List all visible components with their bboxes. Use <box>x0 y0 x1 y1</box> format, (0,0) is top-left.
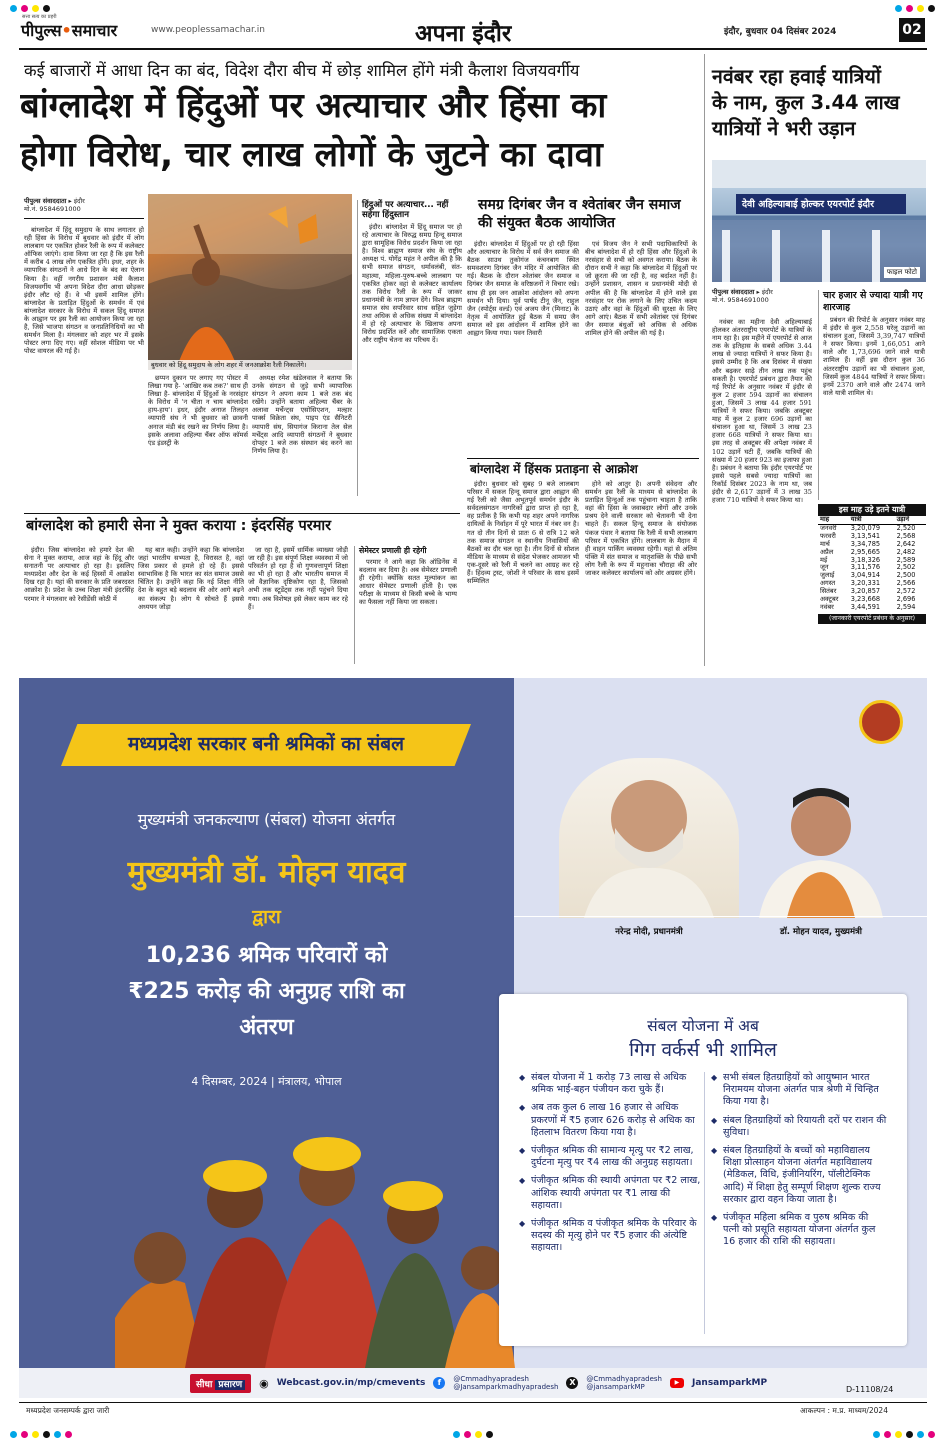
monthly-table-body <box>818 524 926 611</box>
semester-body: परमार ने आगे कहा कि ऑडिनेंस में बदलाव कर दिया है। अब सेमेस्टर प्रणाली ही रहेगी। क्योंकि सतत मूल्यांकन का आधार सेमेस्टर प्रणाली होती है। एक परीक्षा के माध्यम से किसी बच्चे के भाग्य का फैसला नहीं किया जा सकता। <box>359 558 457 607</box>
table-cell: जुलाई <box>820 571 835 580</box>
table-cell: जनवरी <box>820 523 837 532</box>
ad-message-line3: अंतरण <box>239 1015 294 1040</box>
semester-box <box>354 546 458 664</box>
table-cell: 3,20,857 <box>850 587 881 596</box>
table-cell: 3,23,668 <box>850 595 881 604</box>
table-cell: 3,18,326 <box>850 555 881 564</box>
table-row <box>818 604 926 612</box>
table-cell: 2,566 <box>896 579 916 588</box>
list-item: ◆ संबल योजना में 1 करोड़ 73 लाख से अधिक श्रमिक भाई-बहन पंजीयन करा चुके हैं। <box>519 1072 703 1096</box>
ad-scheme-line: मुख्यमंत्री जनकल्याण (संबल) योजना अंतर्गत <box>137 810 396 829</box>
table-cell: 2,500 <box>896 571 916 580</box>
rally-photo-art <box>148 194 352 370</box>
globe-icon: ◉ <box>259 1376 269 1390</box>
registration-marks-bottom <box>0 1428 945 1436</box>
gig-box-title-line2: गिग वर्कर्स भी शामिल <box>629 1039 777 1061</box>
webcast-link[interactable]: Webcast.gov.in/mp/cmevents <box>276 1378 426 1388</box>
issue-date: इंदौर, बुधवार 04 दिसंबर 2024 <box>724 27 837 37</box>
table-cell: 2,520 <box>896 523 916 532</box>
workers-illustration <box>115 1108 515 1368</box>
table-cell: अक्टूबर <box>820 595 839 604</box>
table-cell: 2,642 <box>896 539 916 548</box>
cm-caption: डॉ. मोहन यादव, मुख्यमंत्री <box>780 927 862 937</box>
pm-portrait <box>559 758 739 918</box>
jain-column-1: इंदौर। बांग्लादेश में हिंदुओं पर हो रही हिंसा और अत्याचार के विरोध में सर्व जैन समाज की बैठक साउथ तुकोगंज कंचनबाग स्थित समवशरण दिगंबर जैन मंदिर में आयोजित की गई। बैठक के दौरान श्वेतांबर जैन समाज व दिगंबर जैन समाज के वरिष्ठजनों ने विचार रखे। साथ ही इस जन आक्रोश आंदोलन को अपना समर्थन भी दिया। पूर्व पार्षद टीनू जैन, राहुल जैन (स्पोर्ट्स वर्ल्ड) एवं अजय जैन (मिनाट) के नेतृत्व में आयोजित हुई बैठक में समग्र जैन समाज को इस आंदोलन में शामिल होने का आह्वान किया गया। पवन तिवारी <box>467 240 579 338</box>
sharjah-box <box>818 290 926 500</box>
page-number: 02 <box>899 18 925 42</box>
brand-tagline: सत्ता सत्य का प्रहरी <box>22 14 57 20</box>
pm-portrait-art <box>559 758 739 918</box>
air-column-rule <box>704 54 705 666</box>
lead-headline-line1: बांग्लादेश में हिंदुओं पर अत्याचार और हिंसा का <box>20 86 607 126</box>
masthead-rule <box>19 48 927 50</box>
ad-date-place: 4 दिसम्बर, 2024 | मंत्रालय, भोपाल <box>191 1075 342 1088</box>
list-item: ◆ संबल हितग्राहियों के बच्चों को महाविद्यालय शिक्षा प्रोत्साहन योजना अंतर्गत महाविद्यालय (मेडिकल, विधि, इंजीनियरिंग, पॉलीटेक्निक आदि) में शिक्षा हेतु सम्पूर्ण शिक्षण शुल्क राज्य सरकार द्वारा वहन किया जाता है। <box>711 1145 887 1206</box>
jain-column-3: इंदौर। बुधवार को सुबह 9 बजे लालबाग परिसर में सकल हिन्दू समाज द्वारा आह्वान की गई रैली को जैसा अभूतपूर्व समर्थन इंदौर के सर्वदलसंगठन नागरिकों द्वारा प्राप्त हो रहा है, वह प्रतीक है कि कभी यह शहर अपने नागरिक दायित्वों के निर्वाहन में पूरे भारत में नंबर वन है। गत दो तीन दिनों से प्रातः 6 से रात्रि 12 बजे तक समाज संगठन व स्थानीय निवासियों की बैठकों का दौर चल रहा है। तीन दिनों से सोशल मीडिया के माध्यम से संदेश भेजकर आमजन भी एक-दूसरे को रैली में चलने का आग्रह कर रहे हैं। हिंदव्य ट्रस्ट, जोशी ने परिवार के साथ इसमें सम्मिलित <box>467 480 579 586</box>
table-header-cell: माह <box>818 516 849 524</box>
table-cell: सितंबर <box>820 587 837 596</box>
rally-photo-caption: बुधवार को हिंदू समुदाय के लोग शहर में जनआक्रोश रैली निकालेंगे। <box>148 360 352 370</box>
list-item: ◆ पंजीकृत श्रमिक व पंजीकृत श्रमिक के परिवार के सदस्य की मृत्यु होने पर ₹5 हजार की अंत्येष्टि सहायता। <box>519 1218 703 1255</box>
monthly-table-title: इस माह उड़े इतने यात्री <box>818 504 926 516</box>
list-item: ◆ सभी संबल हितग्राहियों को आयुष्मान भारत निरामयम योजना अंतर्गत पात्र श्रेणी में चिन्हित किया गया है। <box>711 1072 887 1109</box>
ad-main-message <box>19 938 514 1046</box>
table-cell: 3,44,591 <box>850 602 881 611</box>
sharjah-body: प्रबंधन की रिपोर्ट के अनुसार नवंबर माह में इंदौर से कुल 2,558 घरेलू उड़ानों का संचालन हुआ, जिसमें 3,39,747 यात्रियों ने सफर किया। इनमें 1,66,051 आने वाले और 1,73,696 जाने वाले यात्री शामिल हैं। वहीं इस दौरान कुल 36 अंतरराष्ट्रीय उड़ानों का भी संचालन हुआ, जिसमें कुल 4844 यात्रियों ने सफर किया। इनमें 2370 आने वाले और 2474 जाने वाले यात्री शामिल थे। <box>823 316 925 397</box>
live-broadcast-badge: सीधा प्रसारण <box>190 1374 251 1393</box>
table-cell: मार्च <box>820 539 830 548</box>
ad-by: द्वारा <box>252 906 281 928</box>
facebook-handles <box>453 1375 558 1391</box>
list-item: ◆ संबल हितग्राहियों को रियायती दरों पर राशन की सुविधा। <box>711 1115 887 1139</box>
semester-title: सेमेस्टर प्रणाली ही रहेगी <box>359 546 427 555</box>
section-title: अपना इंदौर <box>415 21 512 47</box>
monthly-table <box>818 516 926 612</box>
ad-footer-bar <box>190 1372 925 1394</box>
masthead <box>19 14 927 46</box>
table-cell: 3,20,079 <box>850 523 881 532</box>
table-cell: 3,20,331 <box>850 579 881 588</box>
design-credit: आकल्पन : म.प्र. माध्यम/2024 <box>800 1406 888 1415</box>
brand-logo: पीपुल्स•समाचार <box>21 21 118 40</box>
x-handle-1[interactable]: @Cmmadhyapradesh <box>586 1375 662 1383</box>
lead-column-2: छप्पन दुकान पर लगाए गए पोस्टर में लिखा गया है- 'आखिर कब तक?' साथ ही लिखा है- बांग्लादेश में हिंदुओं के नरसंहार के विरोध में 'न चीता न चाय बांग्लादेश हाय-हाय'। इधर, इंदौर अनाज तिलहन व्यापारी संघ ने भी बुधवार को छावनी अनाज मंडी बंद रखने का निर्णय लिया है। इसके अलावा अहिल्या चैंबर ऑफ कॉमर्स एंड इंडस्ट्री के <box>148 374 248 447</box>
table-cell: 2,568 <box>896 531 916 540</box>
air-headline-line3: यात्रियों ने भरी उड़ान <box>712 117 856 140</box>
air-headline-line1: नवंबर रहा हवाई यात्रियों <box>712 65 881 88</box>
jain-column-4: होने को आतुर है। अपनी संवेदना और समर्थन इस रैली के माध्यम से बांग्लादेश के प्रताड़ित हिन्दुओं तक पहुंचाना चाहता है ताकि वहां की हिंसा के जवाबदार लोगों और उनके प्रश्रय देने वाली सरकार को चेतावनी भी देना चाहते हैं। सकल हिन्दू समाज के संयोजक पंकज पंवार ने बताया कि रैली में सभी लालबाग परिसर में एकत्रित होंगे। लालबाग के मैदान में ही वाहन पार्किंग व्यवस्था रहेगी। यहां से अंतिम पंक्ति में संत समाज व मातृशक्ति के पीछे सभी लोग रैली के रूप में महूनाका चौराहा की ओर जाकर कलेक्टर कार्यालय को ओर अग्रसर होंगे। <box>585 480 697 578</box>
byline-rule <box>24 218 144 219</box>
airport-sign: देवी अहिल्याबाई होल्कर एयरपोर्ट इंदौर <box>742 199 874 210</box>
registration-marks-top <box>0 2 945 10</box>
army-column-3: जा रहा है, इसमें धार्मिक व्याख्या जोड़ी जा रही है। इस संपूर्ण शिक्षा व्यवस्था में जो परिवर्तन हो रहा है वो गुणवत्तापूर्ण शिक्षा का भी हो रहा है और भारतीय समाज में जो वैज्ञानिक दृष्टिकोण रहा है, जिसको अभी तक स्टूडेंट्स तक नहीं पहुंचने दिया गया। अब विशेषज्ञ इसे लेकर काम कर रहे हैं। <box>248 546 348 611</box>
table-header-cell: उड़ानें <box>895 516 926 524</box>
table-cell: 2,502 <box>896 563 916 572</box>
ad-message-line1: 10,236 श्रमिक परिवारों को <box>145 943 388 968</box>
army-top-rule <box>24 513 460 514</box>
table-cell: 2,482 <box>896 547 916 556</box>
table-cell: अगस्त <box>820 579 836 588</box>
army-column-2: यह बात कही। उन्होंने कहा कि बांग्लादेश जहां भारतीय सभ्यता है, विरासत है, वहां जिस प्रकार से हमले हो रहे हैं। इससे स्वाभाविक है कि भारत का संत समाज उससे चिंतित है। उन्होंने कहा कि नई शिक्षा नीति देश के बहुत बड़े बदलाव की ओर आगे बढ़ने का संकल्प है। लोग ये सोचते हैं इससे अध्ययन जोड़ा <box>138 546 244 611</box>
list-item: ◆ अब तक कुल 6 लाख 16 हजार से अधिक प्रकरणों में ₹5 हजार 626 करोड़ से अधिक का हितलाभ वितरण किया गया है। <box>519 1102 703 1139</box>
x-handle-2[interactable]: @jansamparkMP <box>586 1383 645 1391</box>
table-cell: 3,34,785 <box>850 539 881 548</box>
sidebar-hindu-title: हिंदुओं पर अत्याचार... नहीं सहेगा हिंदुस्तान <box>362 200 449 220</box>
sharjah-title: चार हजार से ज्यादा यात्री गए शारजाह <box>823 290 923 313</box>
mp-emblem-icon <box>859 700 903 744</box>
air-headline-line2: के नाम, कुल 3.44 लाख <box>712 91 900 114</box>
lead-kicker: कई बाजारों में आधा दिन का बंद, विदेश दौरा बीच में छोड़ शामिल होंगे मंत्री कैलाश विजयवर्गीय <box>24 61 580 80</box>
portrait-divider <box>514 916 927 917</box>
youtube-icon: ▶ <box>670 1378 684 1388</box>
bottom-rule <box>19 1402 927 1403</box>
table-cell: जून <box>820 563 829 572</box>
facebook-handle-1[interactable]: @Cmmadhyapradesh <box>453 1375 529 1383</box>
gig-workers-box <box>499 994 907 1346</box>
pm-caption: नरेन्द्र मोदी, प्रधानमंत्री <box>615 927 683 937</box>
jain-divider <box>467 458 699 459</box>
facebook-icon: f <box>433 1377 445 1389</box>
lead-headline-line2: होगा विरोध, चार लाख लोगों के जुटने का दावा <box>20 135 603 175</box>
sidebar-hindu <box>357 200 461 496</box>
air-byline: पीपुल्स संवाददाता ▸ इंदौर मो.नं. 9584691000 <box>712 288 773 304</box>
list-item: ◆ पंजीकृत श्रमिक की सामान्य मृत्यु पर ₹2 लाख, दुर्घटना मृत्यु पर ₹4 लाख की अनुग्रह सहायता। <box>519 1145 703 1169</box>
table-header-cell: यात्री <box>849 516 895 524</box>
cm-portrait-art <box>741 778 901 918</box>
gig-box-right-list <box>711 1072 887 1255</box>
lead-column-3: अध्यक्ष रमेश खंडेलवाल ने बताया कि उनके संगठन से जुड़े सभी व्यापारिक संगठन ने अपना काम 1 बजे तक बंद रखेंगे। उन्होंने बताया अहिल्या चैंबर के अलावा मर्चेन्ट्स एसोसिएशन, मल्हार पार्क्स विक्रेता संघ, पाइप एंड सैनिटरी व्यापारी संघ, सियागंज किराना तेल सेल मर्चेंट्स आदि व्यापारी संगठनों ने बुधवार दोपहर 1 बजे तक संस्थान बंद करने का निर्णय लिया है। <box>252 374 352 455</box>
airport-photo-art <box>712 160 926 282</box>
table-cell: 3,11,576 <box>850 563 881 572</box>
ad-message-line2: ₹225 करोड़ की अनुग्रह राशि का <box>128 979 405 1004</box>
youtube-handle[interactable]: JansamparkMP <box>691 1378 768 1388</box>
table-cell: 2,589 <box>896 555 916 564</box>
table-cell: 2,594 <box>896 602 916 611</box>
table-cell: अप्रैल <box>820 547 834 556</box>
government-advertisement <box>19 678 927 1368</box>
army-headline: बांग्लादेश को हमारी सेना ने मुक्त कराया : इंदरसिंह परमार <box>26 518 332 534</box>
table-cell: 3,13,541 <box>850 531 881 540</box>
jain-column-2: एवं विजय जैन ने सभी पदाधिकारियों के बीच बांग्लादेश में हो रही हिंसा और हिंदुओं के नरसंहार से सभी को अवगत कराया। बैठक के दौरान सभी ने कहा कि बांग्लादेश में हिंदुओं पर जो क्रूरता की जा रही है, वह बर्दाश्त नहीं है। उन्होंने प्रशासन, शासन व प्रधानमंत्री मोदी से अपील की है कि बांग्लादेश में होने वाले इस नरसंहार पर रोक लगाने के लिए उचित कदम उठाएं और वहां के हिंदुओं की सुरक्षा के लिए आगे आएं। बैठक में सभी श्वेतांबर एवं दिगंबर जैन समाज बंधुओं को अधिक से अधिक शामिल होने की अपील की गई है। <box>585 240 697 338</box>
x-icon: X <box>566 1377 578 1389</box>
table-cell: फरवरी <box>820 531 836 540</box>
jain-subheadline: बांग्लादेश में हिंसक प्रताड़ना से आक्रोश <box>470 462 638 476</box>
table-cell: नवंबर <box>820 602 834 611</box>
x-handles <box>586 1375 662 1391</box>
table-cell: 2,572 <box>896 587 916 596</box>
cm-portrait <box>741 778 901 918</box>
table-cell: 3,04,914 <box>850 571 881 580</box>
lead-column-1: बांग्लादेश में हिंदू समुदाय के साथ लगातार हो रही हिंसा के विरोध में बुधवार को इंदौर में लोग लालबाग पर एकत्रित होकर रैली के रूप में कलेक्टर ऑफिस जाएंगे। दावा किया जा रहा है कि इस रैली में करीब 4 लाख लोग एकत्रित होंगे। इधर, शहर के व्यापारिक संगठनों ने आधे दिन के बंद का ऐलान किया है। वहीं नगरीय प्रशासन मंत्री कैलाश विजयवर्गीय भी अपना विदेश दौरा आधा छोड़कर इंदौर लौट रहे हैं। वे भी इसमें शामिल होंगे। बांग्लादेश के प्रताड़ित हिंदुओं के समर्थन में एवं बांग्लादेश सरकार के विरोध में सकल हिंदू समाज के आह्वान पर इस रैली का आयोजन किया जा रहा है, जिसे भाजपा संगठन व जनप्रतिनिधियों का भी समर्थन मिला है। मंगलवार को शहर भर में इसके पोस्टर लगा दिए गए। वहीं सोशल मीडिया पर भी पोस्ट वायरल की गई है। <box>24 226 144 356</box>
list-item: ◆ पंजीकृत महिला श्रमिक व पुरुष श्रमिक की पत्नी को प्रसूति सहायता योजना अंतर्गत कुल 16 हजार की राशि की सहायता। <box>711 1212 887 1249</box>
ad-banner-text: मध्यप्रदेश सरकार बनी श्रमिकों का संबल <box>128 733 404 755</box>
lead-byline: पीपुल्स संवाददाता ▸ इंदौर मो.नं. 9584691000 <box>24 197 85 213</box>
facebook-handle-2[interactable]: @Jansamparkmadhyapradesh <box>453 1383 559 1391</box>
air-column-1: नवंबर का महीना देवी अहिल्याबाई होलकर अंतरराष्ट्रीय एयरपोर्ट के यात्रियों के नाम रहा है। इस महीने में एयरपोर्ट से आज तक के इतिहास के सबसे अधिक 3.44 लाख से ज्यादा यात्रियों ने सफर किया है। इससे उम्मीद है कि अब दिसंबर में संख्या और बढ़कर साढ़े तीन लाख तक पहुंच सकती है। एयरपोर्ट प्रबंधन द्वारा तैयार की गई रिपोर्ट के अनुसार नवंबर में इंदौर से कुल 2 हजार 594 उड़ानों का संचालन हुआ, जिसमें 3 लाख 44 हजार 591 यात्रियों ने सफर किया। जबकि अक्टूबर माह में कुल 2 हजार 696 उड़ानों का संचालन हुआ था, जिसमें 3 लाख 23 हजार 668 यात्रियों ने सफर किया था। इस तरह से अक्टूबर की अपेक्षा नवंबर में 102 उड़ानें घटी हैं, जबकि यात्रियों की संख्या में 20 हजार 923 का इजाफा हुआ है। प्रबंधन ने बताया कि इंदौर एयरपोर्ट पर इससे पहले सबसे ज्यादा यात्रियों का रिकॉर्ड दिसंबर 2023 के नाम था, जब इंदौर से 2,617 उड़ानों में 3 लाख 35 हजार 710 यात्रियों ने सफर किया था। <box>712 318 812 505</box>
file-photo-tag: फाइल फोटो <box>884 267 920 278</box>
army-column-1: इंदौर। जिस बांग्लादेश को हमारे देश की सेना ने मुक्त कराया, आज वहां के हिंदू और सनातनी पर अत्याचार हो रहा है। इसलिए मध्यप्रदेश और देश के कई हिस्सों में आक्रोश दिख रहा है। यहां की सरकार के प्रति जबरदस्त आक्रोश है। प्रदेश के उच्च शिक्षा मंत्री इंदरसिंह परमार ने मंगलवार को रेसीडेंसी कोठी में <box>24 546 134 603</box>
issued-by: मध्यप्रदेश जनसम्पर्क द्वारा जारी <box>26 1406 110 1415</box>
sidebar-hindu-body: इंदौर। बांग्लादेश में हिंदू समाज पर हो रहे अत्याचार के विरुद्ध समग्र हिन्दू समाज द्वारा सामूहिक विरोध प्रदर्शन किया जा रहा है। विश्व ब्राह्मण समाज संघ के राष्ट्रीय अध्यक्ष पं. योगेंद्र महंत ने अपील की है कि सभी समाज संगठन, धर्मावलंबी, संत-महात्मा, महिला-पुरुष-बच्चे लालबाग पर एकत्रित होकर वहां से कलेक्टर कार्यालय तक विरोध रैली के रूप में जाकर प्रधानमंत्री के नाम ज्ञापन देंगे। विश्व ब्राह्मण समाज संघ सपरिवार साथ सहित जुड़ेगा तथा अधिक से अधिक संख्या में बांग्लादेश में हो रहे अत्याचार के खिलाफ अपना विरोध प्रदर्शित करें और सामाजिक एकता और राष्ट्रीय चेतना का परिचय दें। <box>362 223 462 345</box>
airport-photo <box>712 160 926 282</box>
gig-box-title-line1: संबल योजना में अब <box>647 1017 759 1035</box>
table-cell: 2,696 <box>896 595 916 604</box>
monthly-table-source: (जानकारी एयरपोर्ट प्रबंधन के अनुसार) <box>818 614 926 624</box>
rally-photo <box>148 194 352 370</box>
jain-headline: समग्र दिगंबर जैन व श्वेतांबर जैन समाज की संयुक्त बैठक आयोजित <box>478 197 681 231</box>
gig-box-divider <box>704 1072 705 1334</box>
table-cell: मई <box>820 555 828 564</box>
gig-box-left-list <box>519 1072 703 1261</box>
ad-code: D-11108/24 <box>846 1385 894 1394</box>
site-url: www.peoplessamachar.in <box>151 25 265 35</box>
list-item: ◆ पंजीकृत श्रमिक की स्थायी अपंगता पर ₹2 लाख, आंशिक स्थायी अपंगता पर ₹1 लाख की सहायता। <box>519 1175 703 1212</box>
monthly-table-box <box>818 504 926 668</box>
table-cell: 2,95,665 <box>850 547 881 556</box>
air-headline <box>712 64 926 142</box>
ad-cm-name: मुख्यमंत्री डॉ. मोहन यादव <box>127 855 406 890</box>
